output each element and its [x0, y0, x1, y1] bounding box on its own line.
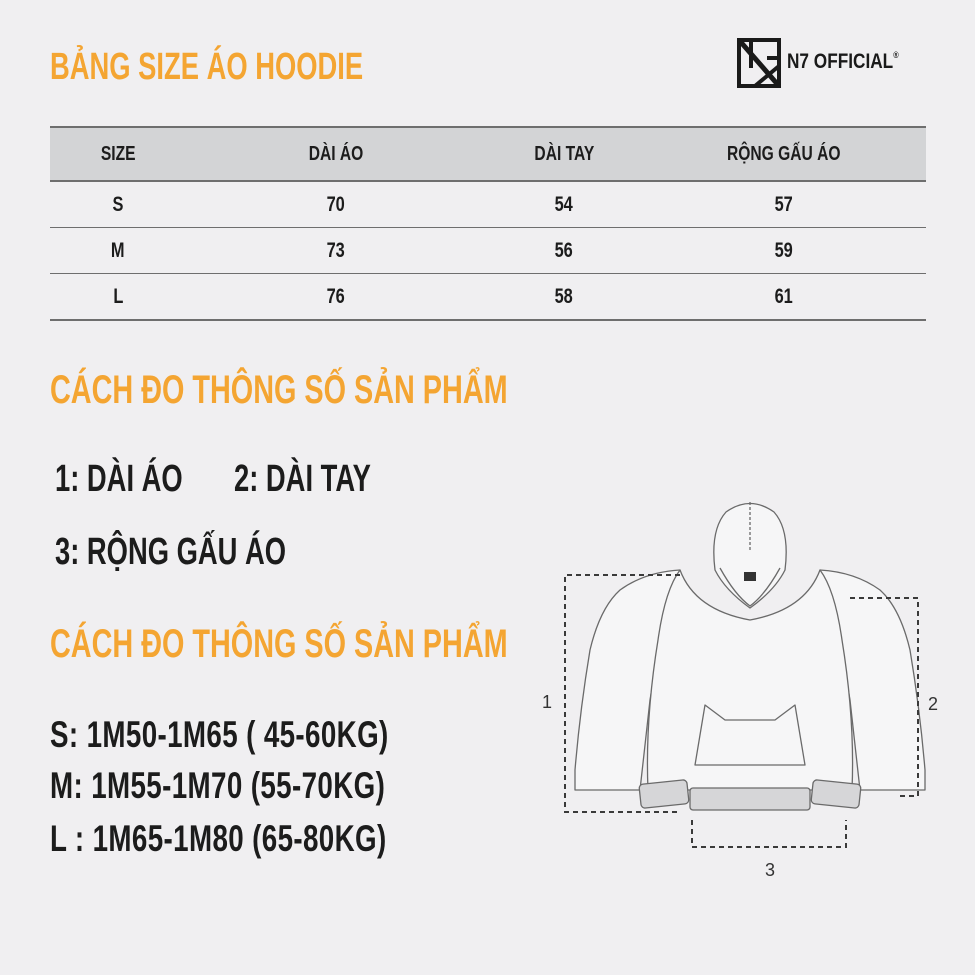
col-header-length: DÀI ÁO	[186, 127, 486, 181]
table-cell: 61	[642, 274, 926, 321]
table-cell: 58	[486, 274, 642, 321]
left-cuff	[639, 780, 689, 809]
section-heading-measure: CÁCH ĐO THÔNG SỐ SẢN PHẨM	[50, 368, 508, 412]
table-cell: 56	[486, 228, 642, 274]
measure-label-length: 1: DÀI ÁO	[55, 458, 183, 500]
fit-line-s: S: 1M50-1M65 ( 45-60KG)	[50, 714, 389, 755]
n7-logo-icon	[737, 38, 781, 88]
col-header-sleeve: DÀI TAY	[486, 127, 642, 181]
measure-label-sleeve: 2: DÀI TAY	[234, 458, 371, 500]
table-header-row	[50, 127, 926, 181]
fit-line-m: M: 1M55-1M70 (55-70KG)	[50, 765, 386, 806]
table-cell: 54	[486, 181, 642, 228]
guide-label-2: 2	[928, 694, 939, 714]
section-heading-fit: CÁCH ĐO THÔNG SỐ SẢN PHẨM	[50, 622, 508, 666]
table-cell: 59	[642, 228, 926, 274]
hem-ribbing	[690, 788, 810, 810]
guide-label-3: 3	[765, 860, 776, 880]
measure-label-hem: 3: RỘNG GẤU ÁO	[55, 531, 287, 573]
table-cell: 73	[186, 228, 486, 274]
table-cell: L	[50, 274, 186, 321]
right-cuff	[811, 780, 861, 809]
table-cell: 70	[186, 181, 486, 228]
brand-logo	[737, 38, 927, 90]
table-cell: S	[50, 181, 186, 228]
brand-name: N7 OFFICIAL®	[787, 50, 899, 73]
table-cell: 57	[642, 181, 926, 228]
hem-guide	[692, 820, 846, 847]
size-table	[50, 126, 926, 321]
table-row	[50, 274, 926, 321]
table-cell: M	[50, 228, 186, 274]
guide-label-1: 1	[542, 692, 553, 712]
table-row	[50, 181, 926, 228]
col-header-size: SIZE	[50, 127, 186, 181]
page-title: BẢNG SIZE ÁO HOODIE	[50, 46, 364, 88]
col-header-hem-width: RỘNG GẤU ÁO	[642, 127, 926, 181]
hoodie-diagram	[530, 490, 950, 890]
table-row	[50, 228, 926, 274]
neck-label	[744, 572, 756, 581]
fit-line-l: L : 1M65-1M80 (65-80KG)	[50, 818, 387, 859]
table-cell: 76	[186, 274, 486, 321]
